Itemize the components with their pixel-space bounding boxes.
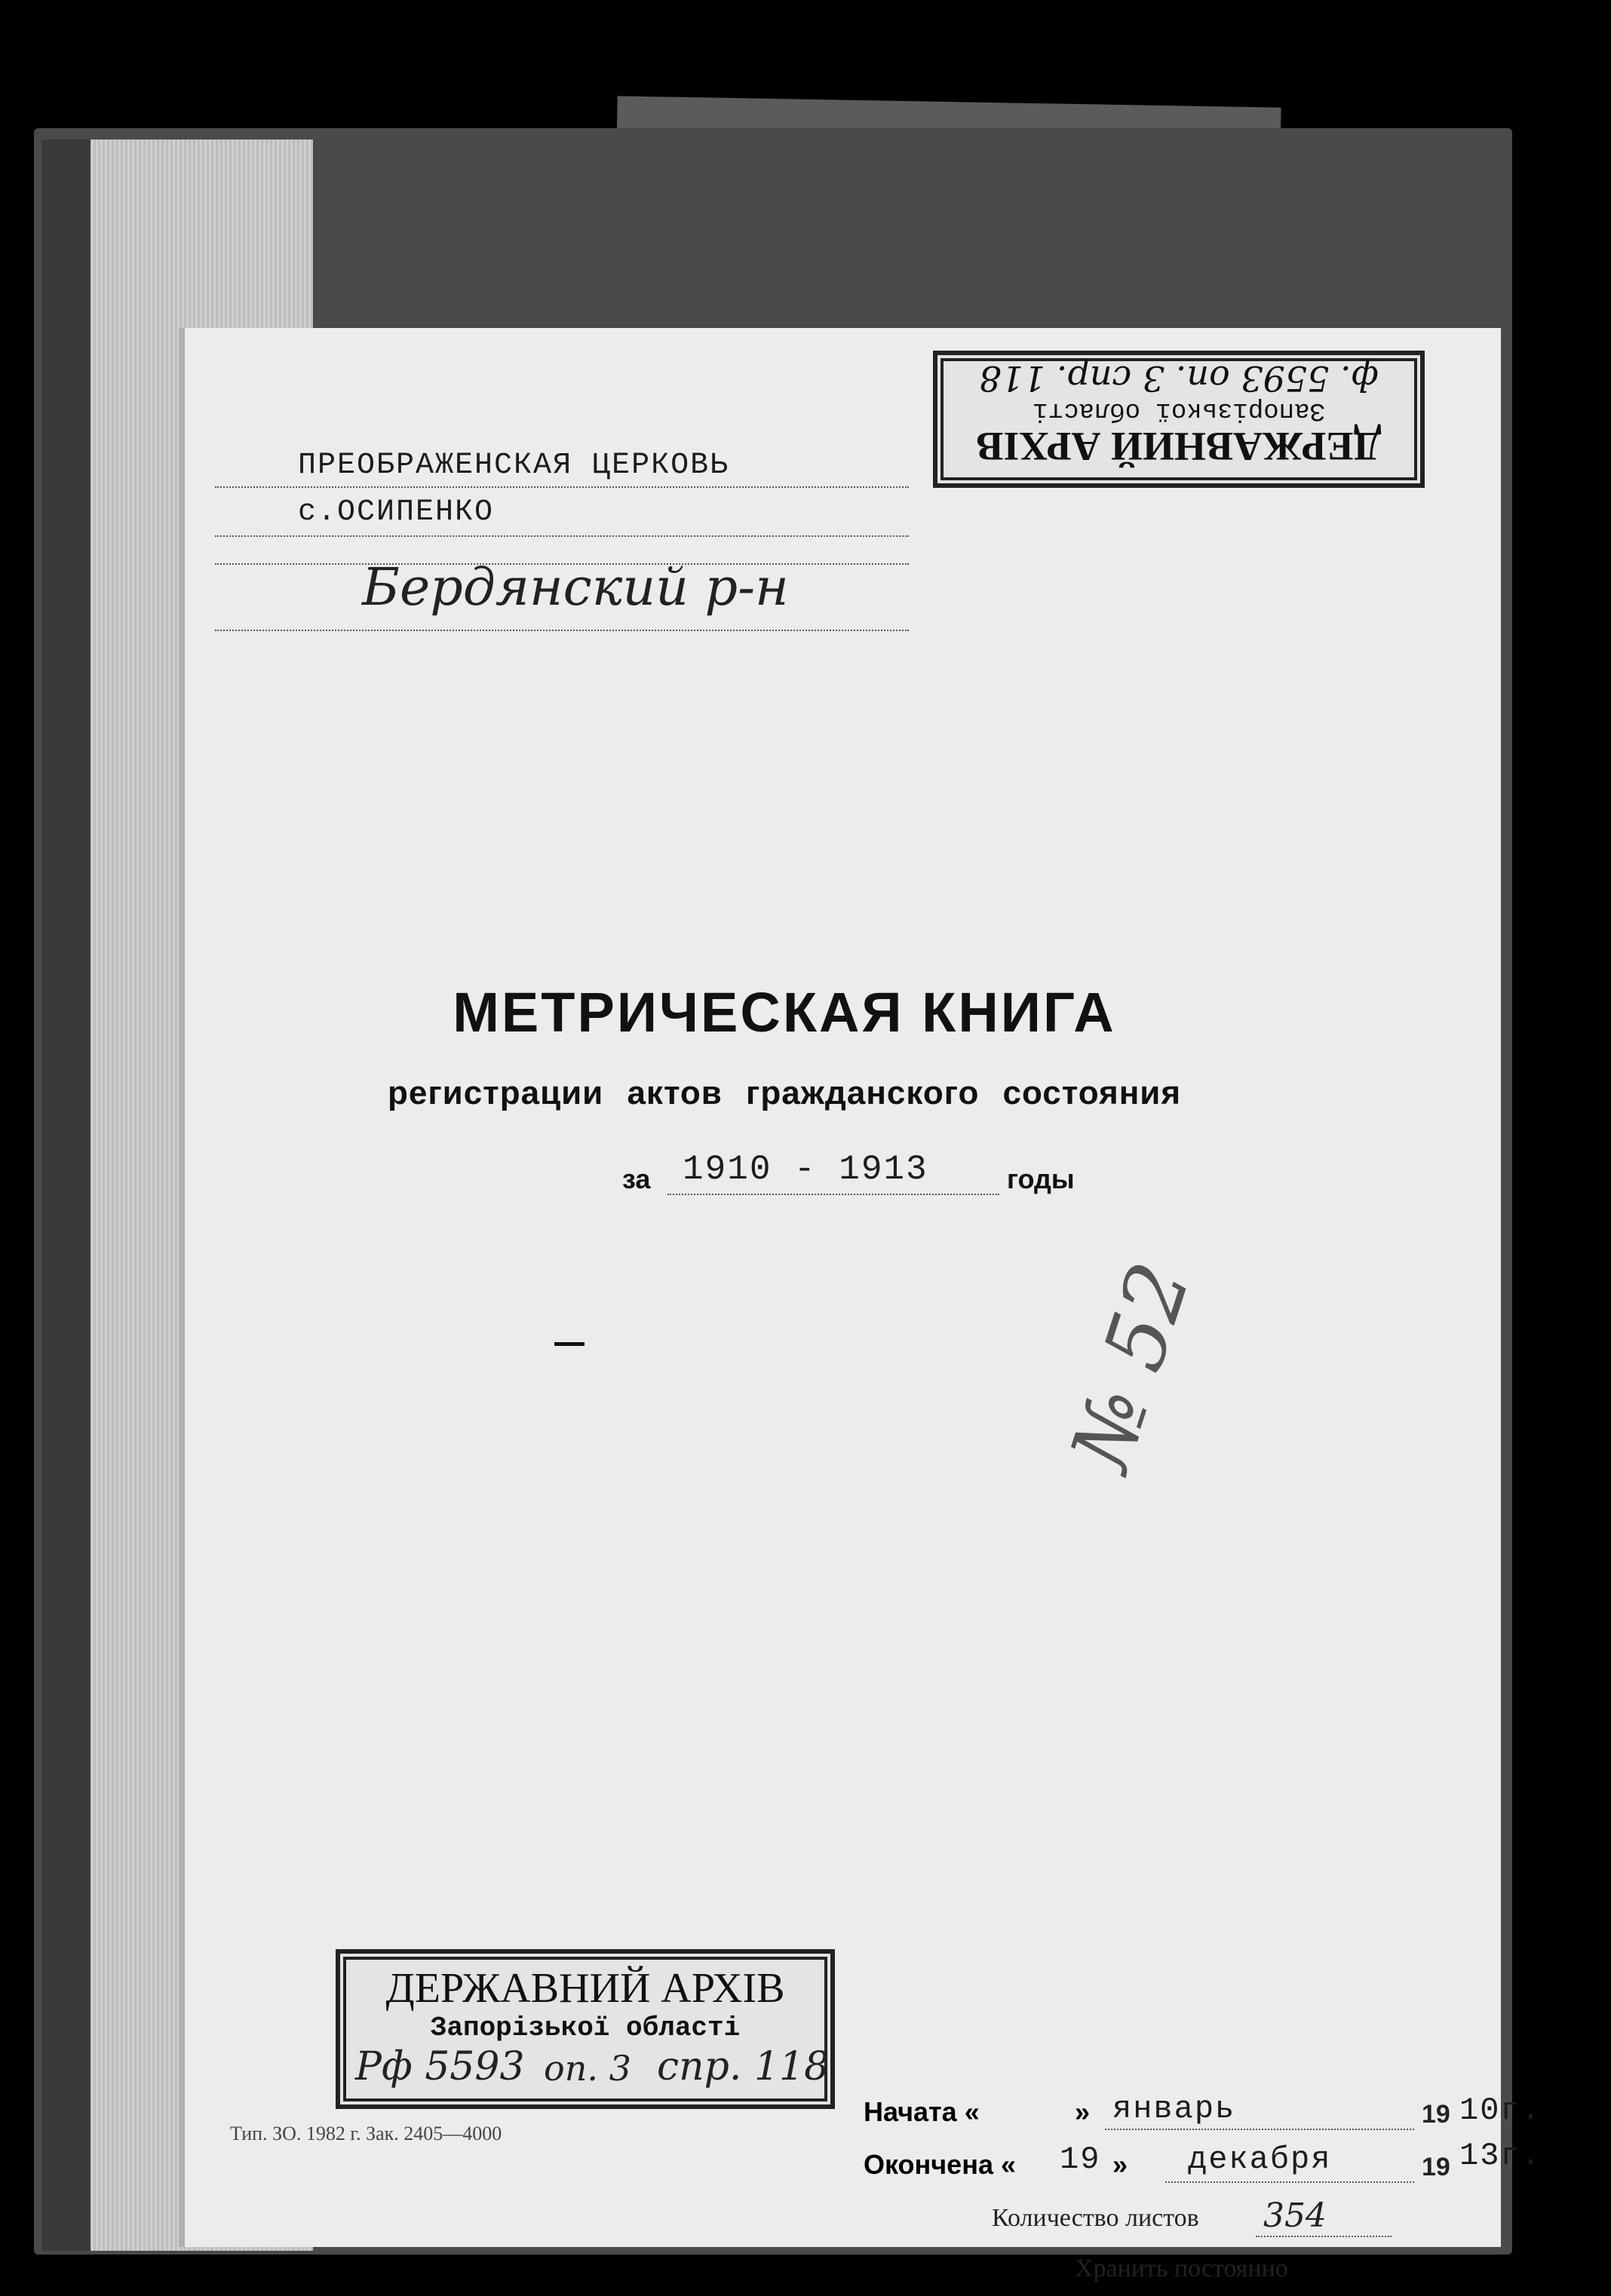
village-name: с.ОСИПЕНКО	[298, 495, 495, 529]
book-subtitle: регистрации актов гражданского состояния	[387, 1074, 1182, 1111]
church-name-line	[215, 486, 909, 488]
ink-mark	[554, 1342, 585, 1346]
ended-day: 19	[1060, 2141, 1101, 2178]
district-handwritten: Бердянский р-н	[362, 558, 789, 618]
years-value: 1910 - 1913	[683, 1150, 928, 1189]
started-year-prefix: 19	[1422, 2100, 1450, 2129]
ended-month: декабря	[1188, 2141, 1332, 2178]
started-month: январь	[1112, 2091, 1236, 2127]
archive-stamp-top-title: ДЕРЖАВНИЙ АРХІВ	[976, 424, 1382, 469]
archive-stamp-top-region: Запорізької області	[1033, 396, 1325, 425]
sheets-label: Количество листов	[992, 2204, 1199, 2232]
ended-year-suffix: 13г.	[1459, 2138, 1542, 2174]
village-line	[215, 535, 909, 537]
ended-label: Окончена «	[864, 2149, 1016, 2180]
years-line	[667, 1194, 999, 1195]
years-prefix: за	[622, 1163, 651, 1194]
volume-number-handwritten: № 52	[1052, 1251, 1209, 1482]
ended-year-prefix: 19	[1422, 2153, 1450, 2181]
archive-stamp-bottom-sprava: спр. 118	[657, 2044, 830, 2089]
archive-stamp-bottom-opis: оп. 3	[544, 2048, 631, 2089]
district-line	[215, 630, 909, 631]
archive-stamp-bottom-region: Запорізької області	[430, 2012, 741, 2043]
keep-label: Хранить постоянно	[1075, 2255, 1288, 2282]
years-suffix: годы	[1007, 1163, 1075, 1194]
title-page	[185, 328, 1542, 2282]
church-name: ПРЕОБРАЖЕНСКАЯ ЦЕРКОВЬ	[298, 449, 730, 483]
sheets-line	[1256, 2236, 1392, 2237]
started-month-line	[1105, 2129, 1414, 2130]
archive-stamp-top-content	[937, 355, 1420, 483]
started-day-close: »	[1075, 2096, 1091, 2127]
archive-stamp-top-ref: ф. 5593 оп. 3 спр. 118	[979, 358, 1379, 399]
ended-day-close: »	[1112, 2149, 1128, 2180]
book-spine-edge	[41, 139, 91, 2251]
archive-stamp-bottom	[336, 1949, 835, 2109]
printer-note: Тип. ЗО. 1982 г. Зак. 2405—4000	[230, 2123, 502, 2144]
started-year-suffix: 10г.	[1459, 2092, 1542, 2129]
ended-month-line	[1165, 2181, 1414, 2183]
archive-stamp-bottom-title: ДЕРЖАВНИЙ АРХІВ	[385, 1965, 785, 2012]
started-label: Начата «	[864, 2096, 980, 2127]
book-title: МЕТРИЧЕСКАЯ КНИГА	[453, 981, 1116, 1044]
sheets-value: 354	[1263, 2196, 1327, 2235]
archive-stamp-top	[933, 351, 1425, 488]
archive-stamp-bottom-fond: Рф 5593	[355, 2044, 525, 2089]
